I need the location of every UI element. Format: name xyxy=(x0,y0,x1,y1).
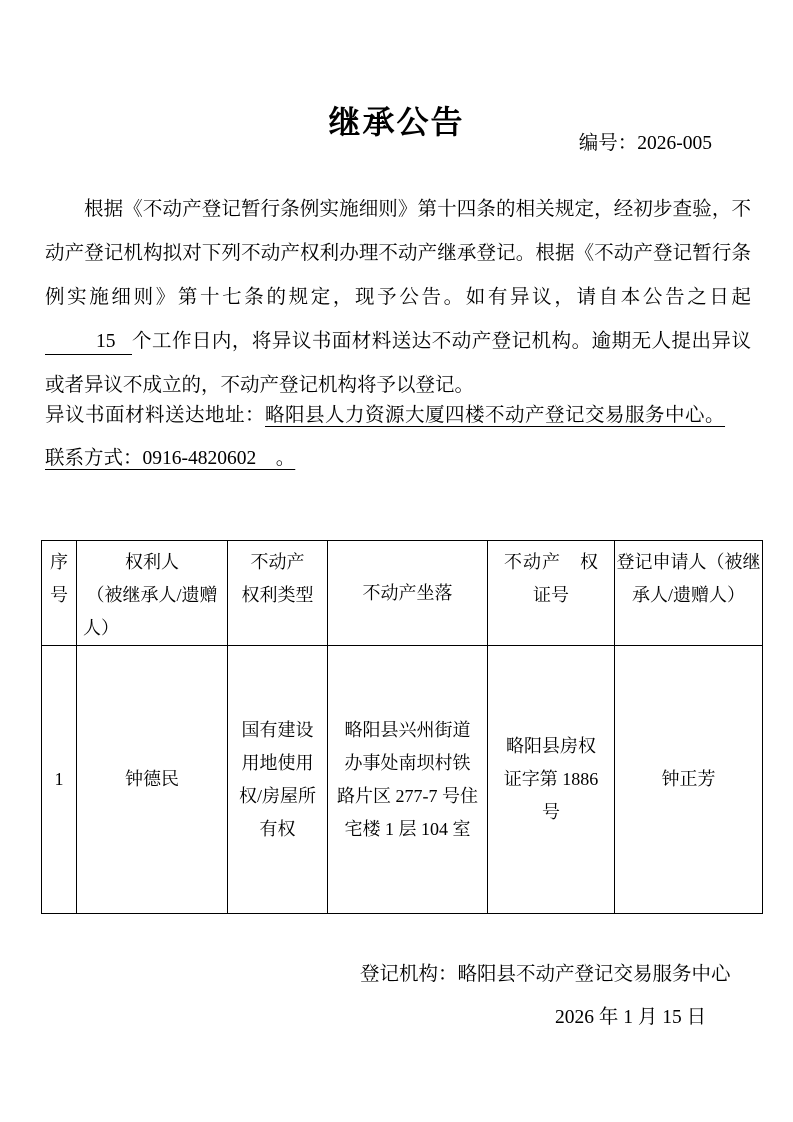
contact-line xyxy=(45,437,295,481)
cell-right-type: 国有建设 用地使用 权/房屋所 有权 xyxy=(228,646,328,914)
body-paragraph xyxy=(45,188,751,408)
table-header-row xyxy=(42,541,763,646)
announcement-table xyxy=(41,540,763,914)
announcement-date: 2026 年 1 月 15 日 xyxy=(555,1007,707,1028)
cell-seq-no: 1 xyxy=(42,646,77,914)
doc-number: 编号：2026-005 xyxy=(578,133,712,154)
header-seq-no: 序 号 xyxy=(42,541,77,646)
cell-owner: 钟德民 xyxy=(77,646,228,914)
contact-value: 联系方式：0916-4820602 。 xyxy=(45,448,296,469)
address-value: 略阳县人力资源大厦四楼不动产登记交易服务中心。 xyxy=(265,405,726,426)
cell-cert-no: 略阳县房权 证字第 1886 号 xyxy=(488,646,615,914)
paragraph-text-before: 根据《不动产登记暂行条例实施细则》第十四条的相关规定，经初步查验，不动产登记机构拟对下列不动产权利办理不动产继承登记。根据《不动产登记暂行条例实施细则》第十七条的规定，现予公告。如有异议，请自本公告之日起 xyxy=(45,199,751,308)
header-applicant: 登记申请人（被继 承人/遗赠人） xyxy=(615,541,763,646)
header-location: 不动产坐落 xyxy=(328,541,488,646)
cell-location: 略阳县兴州街道 办事处南坝村铁 路片区 277-7 号住 宅楼 1 层 104 室 xyxy=(328,646,488,914)
header-owner: 权利人 （被继承人/遗赠 人） xyxy=(77,541,228,646)
objection-address-line xyxy=(45,394,751,438)
objection-days-value: 15 xyxy=(45,331,132,355)
cell-applicant: 钟正芳 xyxy=(615,646,763,914)
address-label: 异议书面材料送达地址： xyxy=(45,405,266,426)
header-right-type: 不动产 权利类型 xyxy=(228,541,328,646)
page-title: 继承公告 xyxy=(328,104,465,141)
registry-org: 登记机构：略阳县不动产登记交易服务中心 xyxy=(360,964,731,985)
table-row xyxy=(42,646,763,914)
paragraph-text-after: 个工作日内，将异议书面材料送达不动产登记机构。逾期无人提出异议或者异议不成立的，不动产登记机构将予以登记。 xyxy=(45,331,751,396)
header-cert-no: 不动产 权 证号 xyxy=(488,541,615,646)
